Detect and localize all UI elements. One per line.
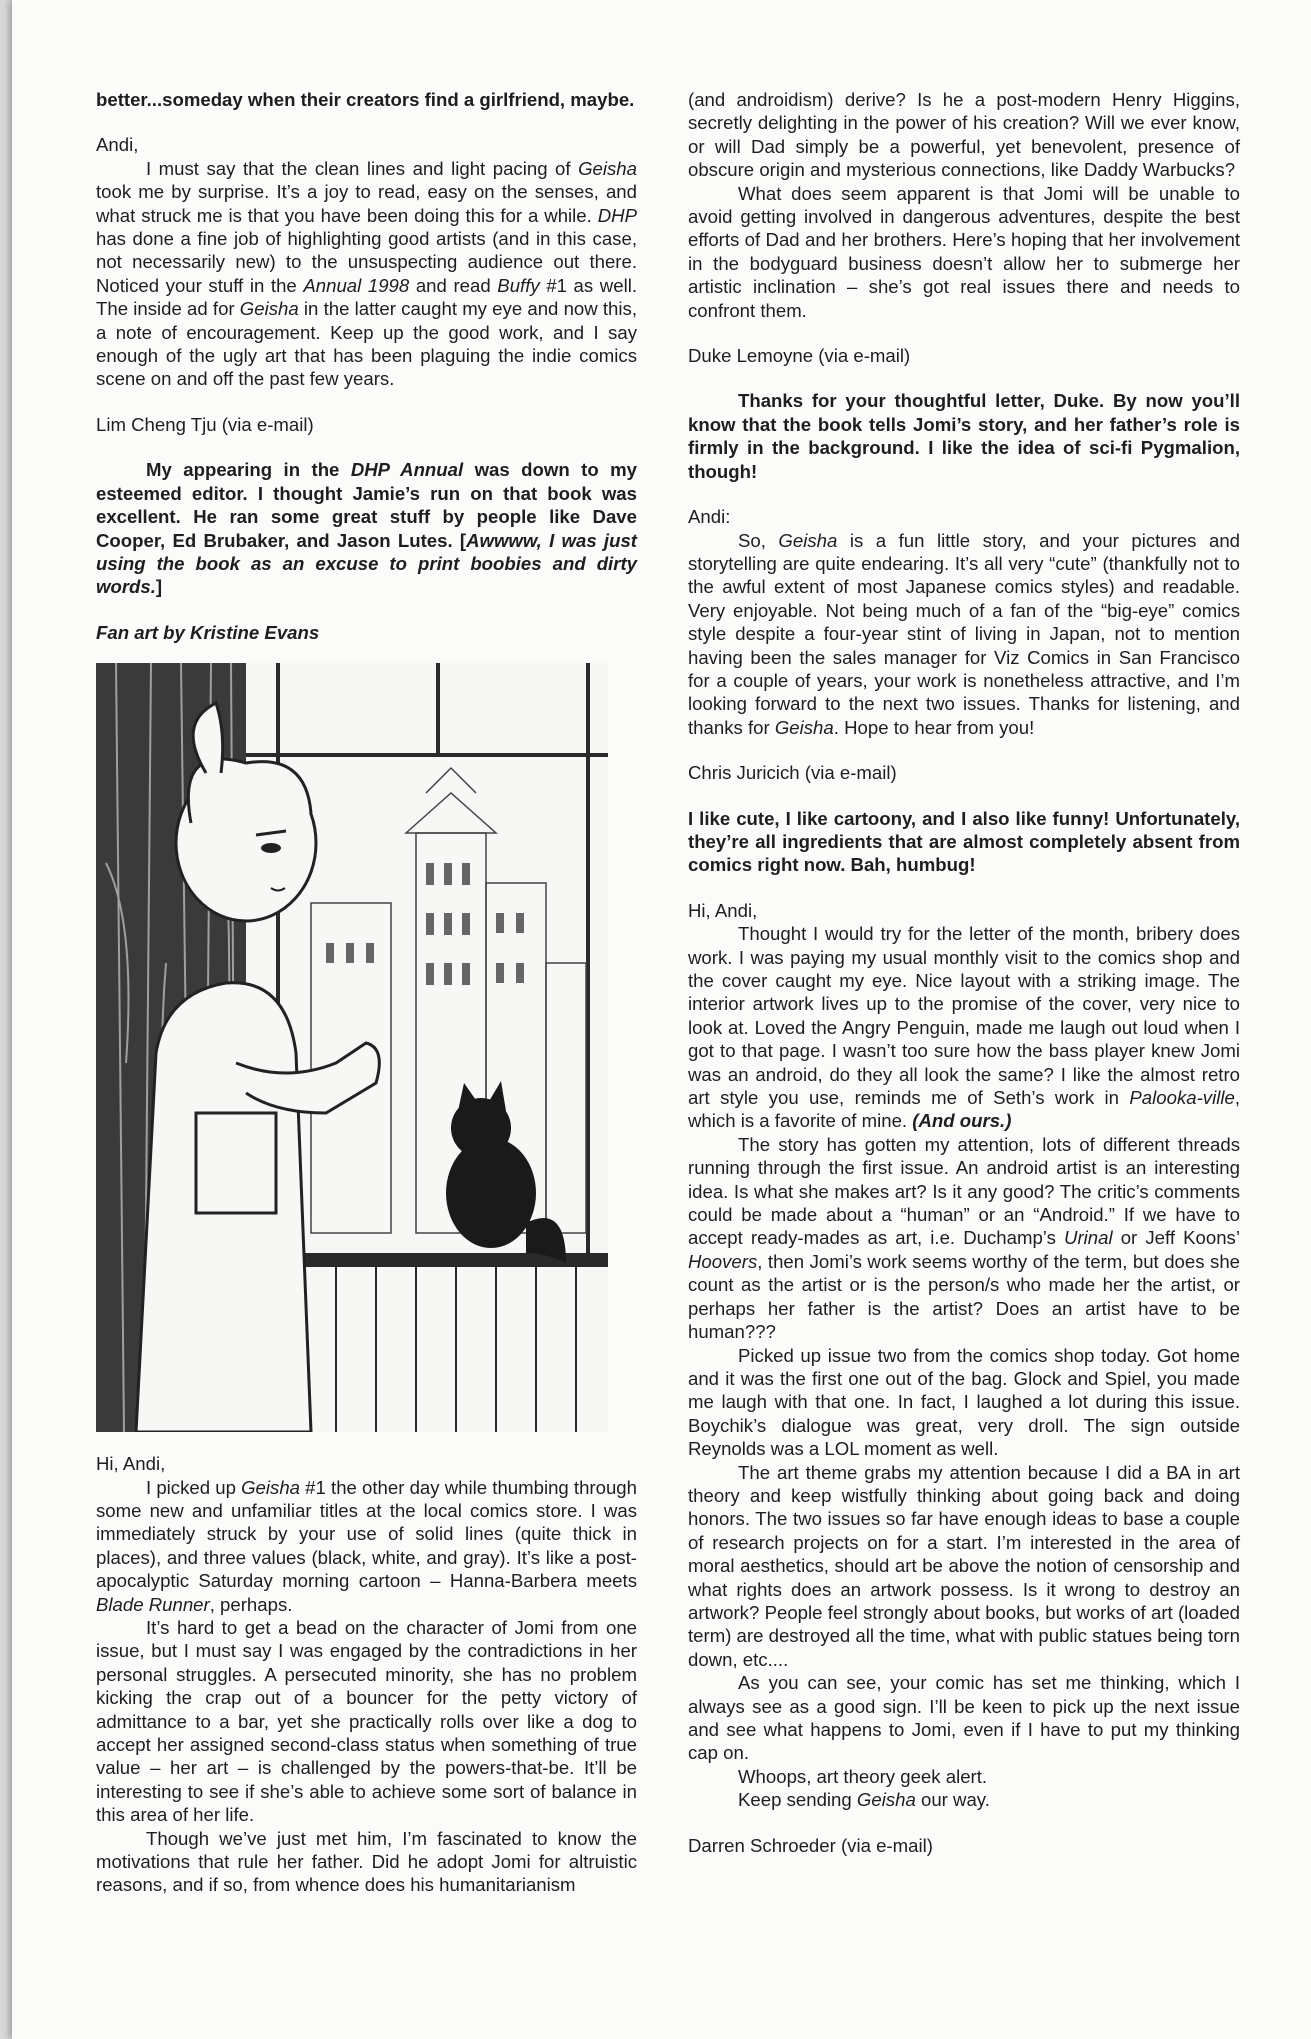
letter-paragraph: I must say that the clean lines and light pacing of Geisha took me by surprise. It’s a joy to read, easy on the senses, and what struck me is that you have been doing this for a while. DHP has done a fine job of highlighting good artists (and in this case, not necessarily new) to the unsuspecting audience out there. Noticed your stuff in the Annual 1998 and read Buffy #1 as well. The inside ad for Geisha in the latter caught my eye and now this, a note of encouragement. Keep up the good work, and I say enough of the ugly art that has been plaguing the indie comics scene on and off the past few years.: [96, 157, 637, 390]
letter-paragraph: Picked up issue two from the comics shop today. Got home and it was the first one out of the bag. Glock and Spiel, you made me laugh with that one. In fact, I laughed a lot during this issue. Boychik’s dialogue was great, very droll. The sign outside Reynolds was a LOL moment as well.: [688, 1344, 1240, 1460]
letter-paragraph: The art theme grabs my attention because I did a BA in art theory and keep wistfully thinking about going back and doing honors. The two issues so far have enough ideas to base a couple of research projects on for a start. I’m interested in the area of moral aesthetics, should art be above the notion of censorship and what rights does an artwork possess. Is it wrong to destroy an artwork? People feel strongly about books, but works of art (loaded term) are destroyed all the time, what with public statues being torn down, etc....: [688, 1461, 1240, 1670]
letter-signature: Chris Juricich (via e-mail): [688, 762, 897, 784]
editor-reply: Thanks for your thoughtful letter, Duke. By now you’ll know that the book tells Jomi’s story, and her father’s role is firmly in the background. I like the idea of sci-fi Pygmalion, though!: [688, 390, 1240, 482]
letter-paragraph: Keep sending Geisha our way.: [738, 1789, 990, 1811]
letter-paragraph: As you can see, your comic has set me thinking, which I always see as a good sign. I’ll be keen to pick up the next issue and see what happens to Jomi, even if I have to put my thinking cap on.: [688, 1672, 1240, 1764]
letters-page: [12, 0, 1311, 2039]
fan-art-caption: Fan art by Kristine Evans: [96, 621, 320, 643]
letter-salutation: Hi, Andi,: [96, 1453, 166, 1475]
left-column: [96, 88, 637, 1897]
right-column: [688, 88, 1240, 1857]
fan-art-illustration: [96, 663, 608, 1432]
editor-reply: My appearing in the DHP Annual was down to my esteemed editor. I thought Jamie’s run on that book was excellent. He ran some great stuff by people like Dave Cooper, Ed Brubaker, and Jason Lutes. [Awwww, I was just using the book as an excuse to print boobies and dirty words.]: [96, 459, 637, 598]
letter-paragraph: Whoops, art theory geek alert.: [738, 1765, 988, 1787]
letter-salutation: Andi:: [688, 506, 731, 528]
letter-paragraph: Thought I would try for the letter of the month, bribery does work. I was paying my usual monthly visit to the comics shop and the cover caught my eye. Nice layout with a striking image. The interior artwork lives up to the promise of the cover, very nice to look at. Loved the Angry Penguin, made me laugh out loud when I got to that page. I wasn’t too sure how the bass player knew Jomi was an android, do they all look the same? I like the almost retro art style you use, reminds me of Seth’s work in Palooka-ville, which is a favorite of mine. (And ours.): [688, 923, 1240, 1132]
letter-signature: Darren Schroeder (via e-mail): [688, 1834, 933, 1856]
editor-reply: I like cute, I like cartoony, and I also like funny! Unfortunately, they’re all ingredients that are almost completely absent from comics right now. Bah, humbug!: [688, 807, 1240, 876]
letter-paragraph: So, Geisha is a fun little story, and your pictures and storytelling are quite endearing. It’s all very “cute” (thankfully not to the awful extent of most Japanese comics styles) and readable. Very enjoyable. Not being much of a fan of the “big-eye” comics style despite a four-year stint of living in Japan, not to mention having been the sales manager for Viz Comics in San Francisco for a couple of years, your work is nonetheless attractive, and I’m looking forward to the next two issues. Thanks for listening, and thanks for Geisha. Hope to hear from you!: [688, 529, 1240, 738]
letter-salutation: Hi, Andi,: [688, 899, 758, 921]
letter-paragraph: I picked up Geisha #1 the other day while thumbing through some new and unfamiliar titles at the local comics store. I was immediately struck by your use of solid lines (quite thick in places), and three values (black, white, and gray). It’s like a post-apocalyptic Saturday morning cartoon – Hanna-Barbera meets Blade Runner, perhaps.: [96, 1476, 637, 1615]
reply-continuation: better...someday when their creators find a girlfriend, maybe.: [96, 89, 635, 110]
letter-paragraph: (and androidism) derive? Is he a post-modern Henry Higgins, secretly delighting in the power of his creation? Will we ever know, or will Dad simply be a powerful, yet benevolent, presence of obscure origin and mysterious connections, like Daddy Warbucks?: [688, 89, 1240, 181]
letter-paragraph: Though we’ve just met him, I’m fascinated to know the motivations that rule her father. Did he adopt Jomi for altruistic reasons, and if so, from whence does his humanitarianism: [96, 1827, 637, 1896]
letter-signature: Duke Lemoyne (via e-mail): [688, 345, 911, 367]
letter-signature: Lim Cheng Tju (via e-mail): [96, 413, 314, 435]
fan-art-drawing: [96, 663, 608, 1432]
letter-paragraph: What does seem apparent is that Jomi will be unable to avoid getting involved in dangerous adventures, despite the best efforts of Dad and her brothers. Here’s hoping that her involvement in the bodyguard business doesn’t allow her to submerge her artistic inclination – she’s got real issues there and needs to confront them.: [688, 182, 1240, 321]
letter-paragraph: The story has gotten my attention, lots of different threads running through the first issue. An android artist is an interesting idea. Is what she makes art? Is it any good? The critic’s comments could be made about a “human” or an “Android.” If we have to accept ready-mades as art, i.e. Duchamp’s Urinal or Jeff Koons’ Hoovers, then Jomi’s work seems worthy of the term, but does she count as the artist or is the person/s who made her the artist, or perhaps her father is the artist? Does an artist have to be human???: [688, 1133, 1240, 1343]
letter-paragraph: It’s hard to get a bead on the character of Jomi from one issue, but I must say I was engaged by the contradictions in her personal struggles. A persecuted minority, she has no problem kicking the crap out of a bouncer for the petty victory of admittance to a bar, yet she practically rolls over like a dog to accept her assigned second-class status when something of true value – her art – is challenged by the powers-that-be. It’ll be interesting to see if she’s able to achieve some sort of balance in this area of her life.: [96, 1616, 637, 1826]
letter-salutation: Andi,: [96, 134, 139, 156]
